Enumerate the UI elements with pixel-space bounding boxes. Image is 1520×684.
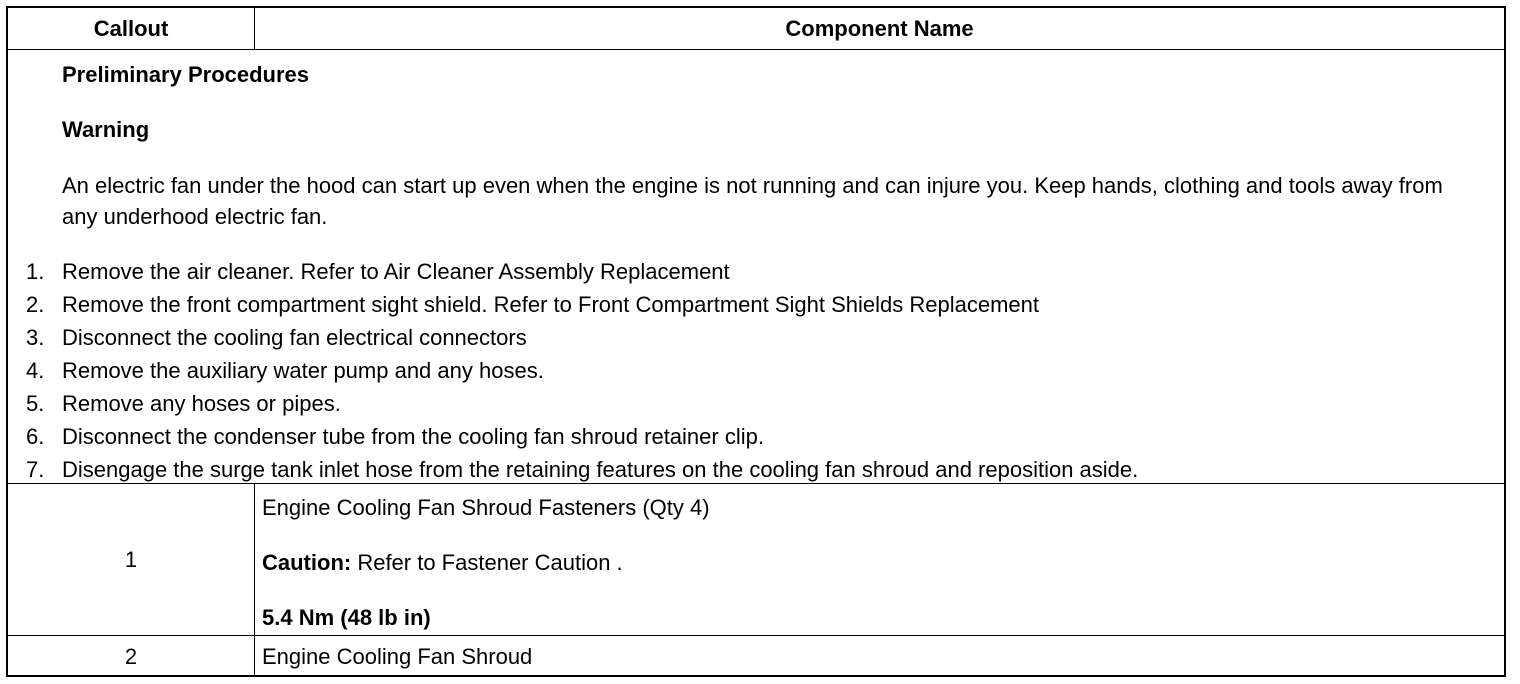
procedure-steps-list (8, 255, 1138, 486)
component-name: Engine Cooling Fan Shroud (262, 644, 533, 669)
step-number: 2. (26, 292, 45, 317)
procedure-step (8, 288, 1138, 321)
header-callout: Callout (93, 16, 169, 41)
step-text: Remove the front compartment sight shield. Refer to Front Compartment Sight Shields Replacement (62, 292, 1040, 317)
step-number: 6. (26, 424, 45, 449)
step-text: Disconnect the condenser tube from the cooling fan shroud retainer clip. (62, 424, 764, 449)
component-name: Engine Cooling Fan Shroud Fasteners (Qty 4) (262, 495, 710, 520)
table-header-row (8, 8, 1504, 50)
warning-text: An electric fan under the hood can start up even when the engine is not running and can injure you. Keep hands, clothing and tools away from any underhood electric fan. (62, 173, 1443, 229)
table-row (8, 636, 1504, 677)
procedure-step (8, 420, 1138, 453)
column-divider (254, 484, 255, 636)
caution-label: Caution: (262, 550, 352, 575)
step-text: Remove the auxiliary water pump and any hoses. (62, 358, 544, 383)
procedure-step (8, 387, 1138, 420)
caution-text: Refer to Fastener Caution . (351, 550, 623, 575)
callout-number: 1 (124, 547, 138, 572)
procedure-step (8, 453, 1138, 486)
step-number: 1. (26, 259, 45, 284)
step-number: 5. (26, 391, 45, 416)
step-number: 7. (26, 457, 45, 482)
procedure-step (8, 255, 1138, 288)
step-text: Disconnect the cooling fan electrical connectors (62, 325, 527, 350)
preliminary-procedures-row (8, 50, 1504, 484)
step-text: Remove any hoses or pipes. (62, 391, 341, 416)
warning-title: Warning (62, 117, 150, 142)
step-number: 3. (26, 325, 45, 350)
step-number: 4. (26, 358, 45, 383)
torque-spec: 5.4 Nm (48 lb in) (262, 605, 431, 630)
step-text: Remove the air cleaner. Refer to Air Cleaner Assembly Replacement (62, 259, 730, 284)
procedure-step (8, 354, 1138, 387)
table-row (8, 484, 1504, 636)
header-divider (254, 8, 255, 50)
component-table (6, 6, 1506, 677)
procedure-step (8, 321, 1138, 354)
column-divider (254, 636, 255, 677)
step-text: Disengage the surge tank inlet hose from the retaining features on the cooling fan shroud and reposition aside. (62, 457, 1139, 482)
preliminary-procedures-title: Preliminary Procedures (62, 62, 310, 87)
callout-number: 2 (124, 644, 138, 669)
caution-note (262, 550, 623, 576)
header-component-name: Component Name (785, 16, 974, 41)
